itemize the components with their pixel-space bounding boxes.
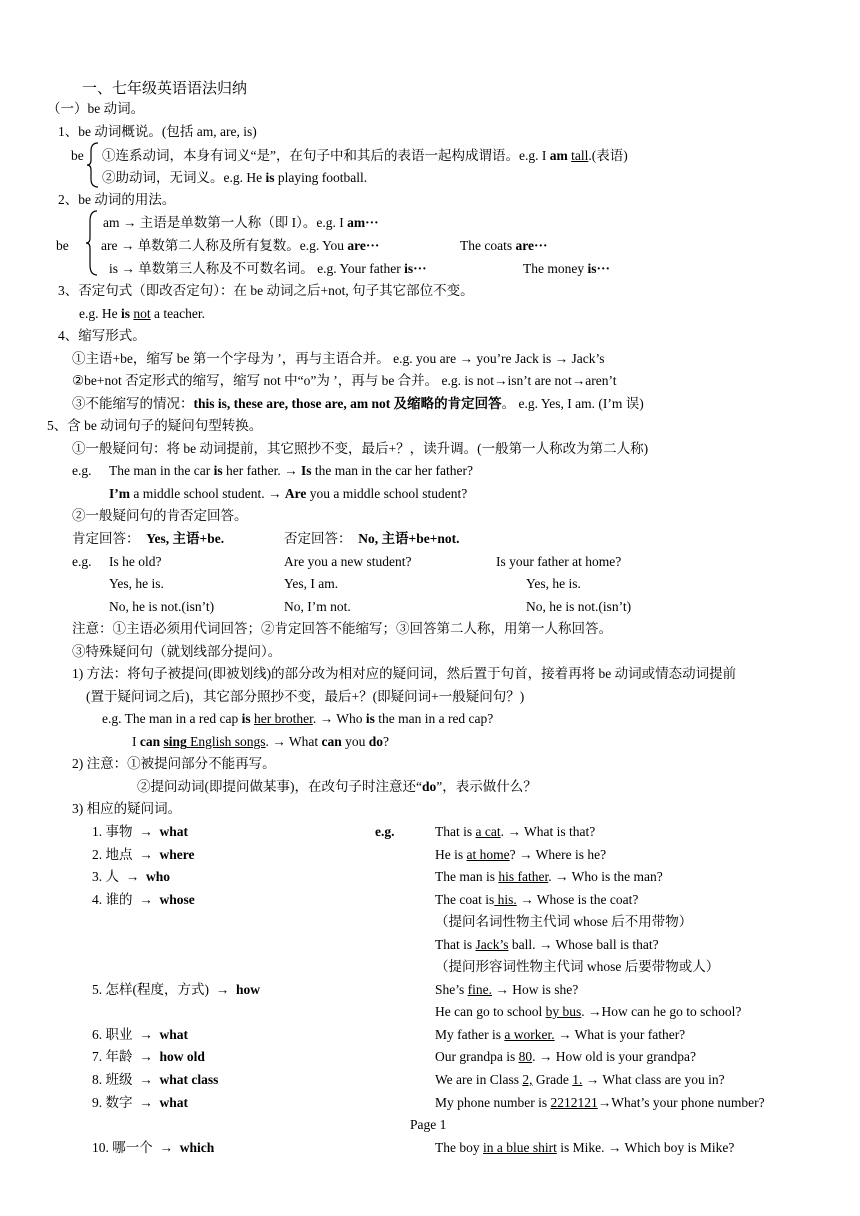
page-number: Page 1	[410, 1117, 447, 1132]
answer-note: 注意：①主语必须用代词回答；②肯定回答不能缩写；③回答第二人称，用第一人称回答。	[72, 621, 612, 636]
left-brace-2	[85, 209, 99, 277]
table-cell: Is he old?	[109, 554, 162, 569]
point1-heading: 1、be 动词概说。(包括 am, are, is)	[58, 124, 257, 139]
contraction-rule-3: ③不能缩写的情况：this is, these are, those are, am not 及缩略的肯定回答。 e.g. Yes, I am. (I’m 误)	[72, 396, 644, 411]
whose-note-1: （提问名词性物主代词 whose 后不用带物）	[435, 914, 693, 929]
eg-label: e.g.	[72, 554, 92, 569]
be-def-linking: ①连系动词，本身有词义“是”，在句子中和其后的表语一起构成谓语。e.g. I am tall.(表语)	[102, 148, 628, 163]
special-example-1: e.g. The man in a red cap is her brother. → Who is the man in a red cap?	[102, 711, 494, 726]
am-usage: am → 主语是单数第一人称（即 I）。e.g. I am···	[103, 215, 379, 230]
qword-row: 9. 数字 → what	[92, 1095, 189, 1110]
qword-example: The man is his father. → Who is the man?	[435, 869, 663, 884]
table-cell: Are you a new student?	[284, 554, 412, 569]
point3-heading: 3、否定句式（即改否定句）：在 be 动词之后+not, 句子其它部位不变。	[58, 283, 474, 298]
table-cell: Is your father at home?	[496, 554, 622, 569]
table-cell: Yes, he is.	[526, 576, 581, 591]
general-question-example-1: The man in the car is her father. → Is the man in the car her father?	[109, 463, 474, 478]
qword-row: 8. 班级 → what class	[92, 1072, 219, 1087]
question-words-heading: 3) 相应的疑问词。	[72, 801, 182, 816]
qword-example: My phone number is 2212121→What’s your phone number?	[435, 1095, 765, 1110]
positive-answer: 肯定回答： Yes, 主语+be.	[72, 531, 225, 546]
method-line-2: (置于疑问词之后)，其它部分照抄不变，最后+？(即疑问词+一般疑问句？)	[86, 689, 525, 704]
point2-heading: 2、be 动词的用法。	[58, 192, 176, 207]
eg-label: e.g.	[375, 824, 395, 839]
whose-note-2: （提问形容词性物主代词 whose 后要带物或人）	[435, 959, 720, 974]
method-line-1: 1) 方法：将句子被提问(即被划线)的部分改为相对应的疑问词，然后置于句首，接着再将 be 动词或情态动词提前	[72, 666, 737, 681]
qword-example: The coat is his. → Whose is the coat?	[435, 892, 639, 907]
table-cell: Yes, he is.	[109, 576, 164, 591]
qword-row: 6. 职业 → what	[92, 1027, 189, 1042]
page-title: 一、七年级英语语法归纳	[82, 81, 248, 97]
qword-row: 7. 年龄 → how old	[92, 1049, 205, 1064]
left-brace	[86, 141, 100, 189]
is-usage: is → 单数第三人称及不可数名词。 e.g. Your father is···	[109, 261, 427, 276]
be-label-2: be	[56, 238, 69, 253]
qword-row: 1. 事物 → what	[92, 824, 189, 839]
qword-example: That is a cat. → What is that?	[435, 824, 596, 839]
qword-row: 3. 人 → who	[92, 869, 171, 884]
are-usage: are → 单数第二人称及所有复数。e.g. You are···	[101, 238, 380, 253]
qword-example: Our grandpa is 80. → How old is your grandpa?	[435, 1049, 696, 1064]
answers-heading: ②一般疑问句的肯否定回答。	[72, 508, 248, 523]
eg-label: e.g.	[72, 463, 92, 478]
is-example-2: The money is···	[523, 261, 610, 276]
negative-example: e.g. He is not a teacher.	[79, 306, 205, 321]
point5-heading: 5、含 be 动词句子的疑问句型转换。	[47, 418, 263, 433]
table-cell: No, I’m not.	[284, 599, 351, 614]
qword-row: 4. 谁的 → whose	[92, 892, 195, 907]
contraction-rule-2: ②be+not 否定形式的缩写，缩写 not 中“o”为 ’，再与 be 合并。 e.g. is not→isn’t are not→aren’t	[72, 373, 617, 388]
qword-row: 5. 怎样(程度，方式) → how	[92, 982, 261, 997]
table-cell: No, he is not.(isn’t)	[526, 599, 632, 614]
note-line-1: 2) 注意：①被提问部分不能再写。	[72, 756, 276, 771]
how-example-2: He can go to school by bus. →How can he go to school?	[435, 1004, 742, 1019]
point4-heading: 4、缩写形式。	[58, 328, 146, 343]
be-def-aux: ②助动词，无词义。e.g. He is playing football.	[102, 170, 368, 185]
qword-example: We are in Class 2, Grade 1. → What class are you in?	[435, 1072, 725, 1087]
general-question-rule: ①一般疑问句：将 be 动词提前，其它照抄不变，最后+？，读升调。(一般第一人称改为第二人称)	[72, 441, 649, 456]
table-cell: No, he is not.(isn’t)	[109, 599, 215, 614]
note-line-2: ②提问动词(即提问做某事)，在改句子时注意还“do”，表示做什么？	[137, 779, 537, 794]
qword-row: 2. 地点 → where	[92, 847, 195, 862]
whose-example-2: That is Jack’s ball. → Whose ball is that?	[435, 937, 659, 952]
contraction-rule-1: ①主语+be，缩写 be 第一个字母为 ’，再与主语合并。 e.g. you are → you’re Jack is → Jack’s	[72, 351, 605, 366]
table-cell: Yes, I am.	[284, 576, 339, 591]
how-example-1: She’s fine. → How is she?	[435, 982, 579, 997]
be-label: be	[71, 148, 84, 163]
qword-row: 10. 哪一个 → which	[92, 1140, 215, 1155]
special-question-heading: ③特殊疑问句（就划线部分提问）。	[72, 644, 282, 659]
special-example-2: I can sing English songs. → What can you do?	[132, 734, 390, 749]
negative-answer: 否定回答： No, 主语+be+not.	[284, 531, 460, 546]
qword-example: My father is a worker. → What is your father?	[435, 1027, 686, 1042]
are-example-2: The coats are···	[460, 238, 548, 253]
qword-example: The boy in a blue shirt is Mike. → Which boy is Mike?	[435, 1140, 735, 1155]
qword-example: He is at home? → Where is he?	[435, 847, 607, 862]
section-heading: （一）be 动词。	[47, 101, 145, 116]
general-question-example-2: I’m a middle school student. → Are you a middle school student?	[109, 486, 468, 501]
